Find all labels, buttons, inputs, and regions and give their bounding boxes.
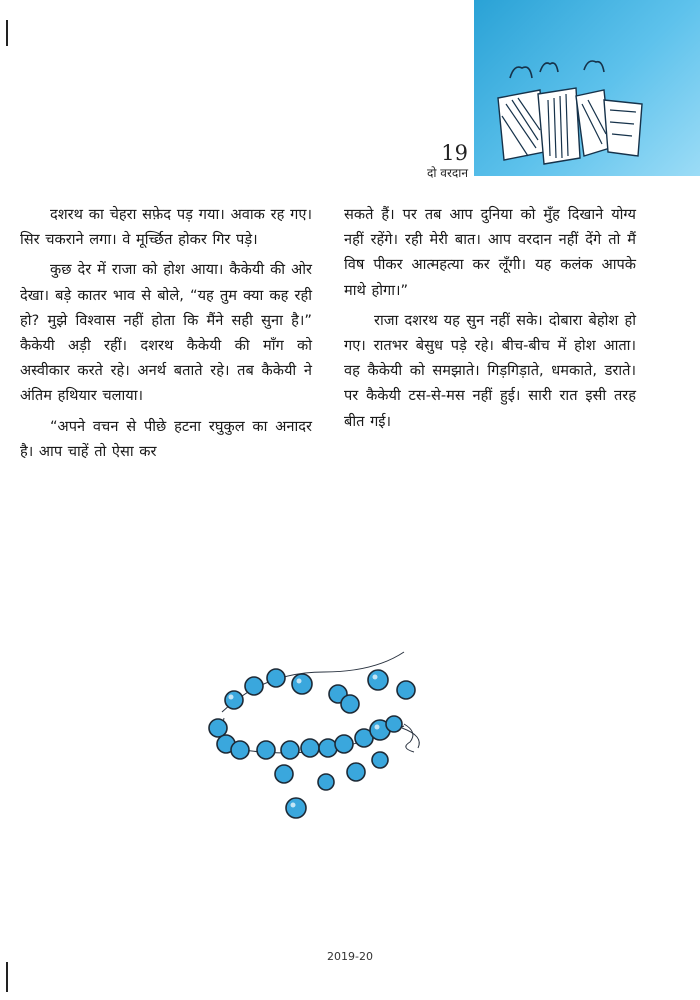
bead-necklace-illustration (204, 632, 444, 862)
chapter-title: दो वरदान (426, 166, 468, 180)
paragraph: “अपने वचन से पीछे हटना रघुकुल का अनादर है। आप चाहें तो ऐसा कर (20, 417, 312, 460)
crop-mark-bottom-left (6, 962, 8, 992)
header-illustration-icon (492, 60, 662, 170)
footer-year: 2019-20 (327, 950, 373, 963)
right-text-column (344, 202, 636, 439)
crop-mark-top-left (6, 20, 8, 46)
paragraph: राजा दशरथ यह सुन नहीं सके। दोबारा बेहोश हो गए। रातभर बेसुध पड़े रहे। बीच-बीच में होश आता। वह कैकेयी को समझाते। गिड़गिड़ाते, धमकाते, डराते। पर कैकेयी टस-से-मस नहीं हुई। सारी रात इसी तरह बीत गई। (344, 311, 636, 430)
page-number: 19 (441, 141, 468, 165)
left-text-column (20, 202, 312, 469)
paragraph: दशरथ का चेहरा सफ़ेद पड़ गया। अवाक रह गए। सिर चकराने लगा। वे मूर्च्छित होकर गिर पड़े। (20, 206, 312, 249)
paragraph: सकते हैं। पर तब आप दुनिया को मुँह दिखाने योग्य नहीं रहेंगे। रही मेरी बात। आप वरदान नहीं देंगे तो मैं विष पीकर आत्महत्या कर लूँगी। यह कलंक आपके माथे होगा।” (344, 206, 636, 299)
paragraph: कुछ देर में राजा को होश आया। कैकेयी की ओर देखा। बड़े कातर भाव से बोले, “यह तुम क्या कह रही हो? मुझे विश्वास नहीं होता कि मैंने सही सुना है।” कैकेयी अड़ी रहीं। दशरथ कैकेयी की माँग को अस्वीकार करते रहे। अनर्थ बताते रहे। तब कैकेयी ने अंतिम हथियार चलाया। (20, 261, 312, 405)
